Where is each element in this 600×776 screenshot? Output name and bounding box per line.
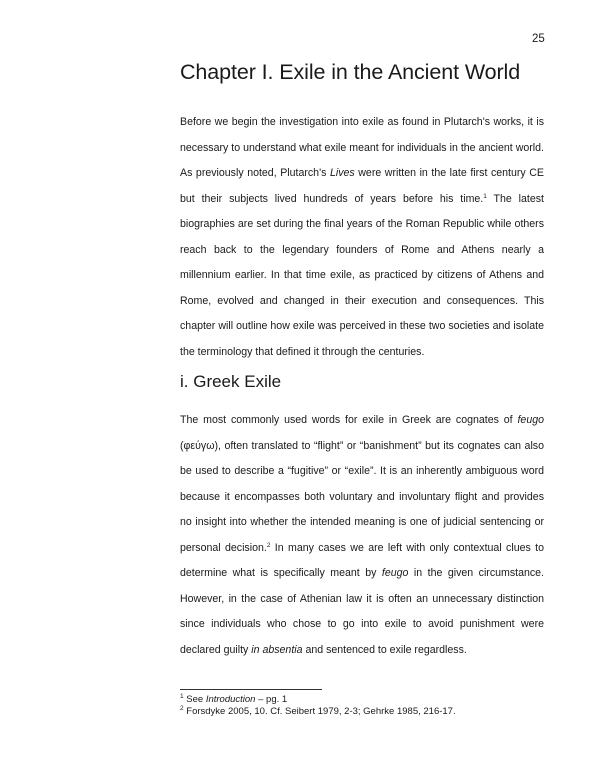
text-line: but their subjects lived hundreds of years before his time.$^1$ The latest [180,192,544,205]
text-line: (φεύγω), often translated to “flight” or “banishment” but its cognates can also [180,439,544,452]
text-line: As previously noted, Plutarch's Lives were written in the late first century CE [180,167,544,179]
text-line: determine what is specifically meant by feugo in the given circumstance. [180,567,545,579]
text-line: the terminology that defined it through the centuries. [180,345,425,358]
text-line: Before we begin the investigation into exile as found in Plutarch's works, it is [180,116,544,128]
text-line: The most commonly used words for exile in Greek are cognates of feugo [180,414,544,426]
intro-paragraph [180,113,544,368]
text-line: However, in the case of Athenian law it is often an unnecessary distinction [180,592,544,605]
text-line: biographies are set during the final years of the Roman Republic while others [180,218,544,230]
footnotes [180,694,456,718]
text-line: personal decision.$^2$ In many cases we are left with only contextual clues to [180,541,544,554]
text-line: be used to describe a “fugitive” or “exile”. It is an inherently ambiguous word [180,465,544,477]
text-line: no insight into whether the intended meaning is one of judicial sentencing or [180,516,544,528]
text-line: reach back to the legendary founders of Rome and Athens nearly a [180,243,544,256]
text-line: because it encompasses both voluntary and involuntary flight and provides [180,490,544,503]
footnote-1: $^1$ See Introduction – pg. 1 [180,693,288,705]
text-line: chapter will outline how exile was perceived in these two societies and isolate [180,320,544,332]
section-heading: i. Greek Exile [180,372,282,391]
text-line: declared guilty in absentia and sentenced to exile regardless. [180,643,467,656]
footnote-separator [180,689,322,690]
latin-term: in absentia [251,643,303,656]
greek-term: feugo [381,567,409,579]
text-line: necessary to understand what exile meant for individuals in the ancient world. [180,141,544,154]
footnote-ref-1: 1 [483,192,487,200]
greek-term: feugo [517,414,544,426]
footnote-2: $^2$ Forsdyke 2005, 10. Cf. Seibert 1979, 2-3; Gehrke 1985, 216-17. [180,705,456,717]
text-line: Rome, evolved and changed in their execution and consequences. This [180,294,544,307]
text-line: millennium earlier. In that time exile, as practiced by citizens of Athens and [180,269,544,281]
greek-exile-paragraph [180,411,544,666]
footnote-ref-2: 2 [266,541,271,549]
page-number: 25 [532,33,545,45]
chapter-title: Chapter I. Exile in the Ancient World [180,60,521,84]
lives-title: Lives [329,167,355,179]
text-line: since individuals who chose to go into exile to avoid punishment were [180,618,544,630]
